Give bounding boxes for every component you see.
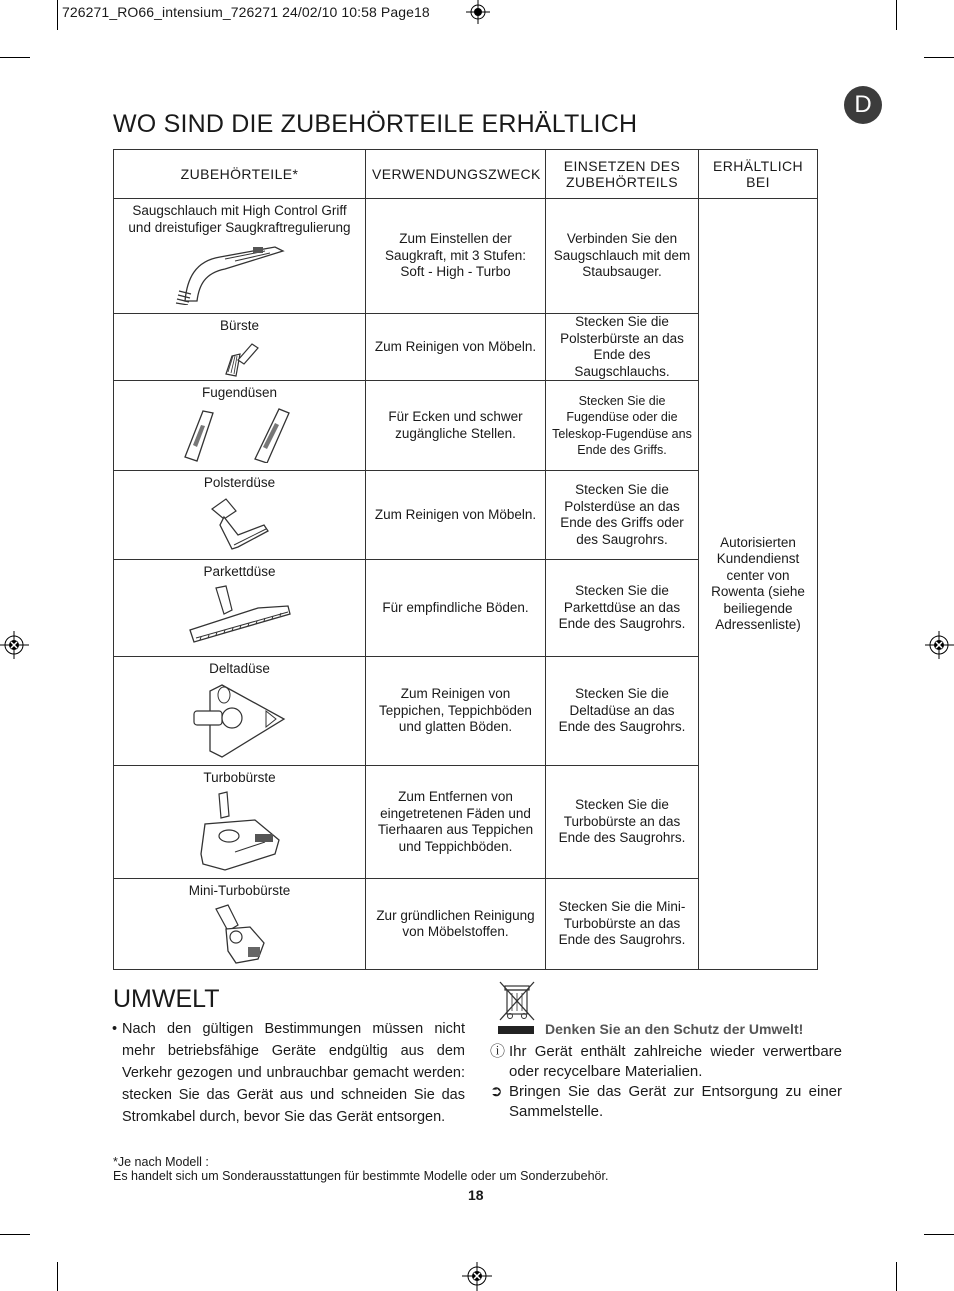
accessory-cell [114, 766, 366, 879]
fitting-cell: Stecken Sie die Mini-Turbobürste an das Ende des Saugrohrs. [546, 879, 699, 970]
eco-line [490, 1082, 842, 1122]
column-header: ERHÄLTLICH BEI [699, 150, 818, 199]
footnote-line: Es handelt sich um Sonderausstattungen für bestimmte Modelle oder um Sonderzubehör. [113, 1169, 609, 1183]
bullet: • [112, 1021, 118, 1037]
usage-cell: Für empfindliche Böden. [366, 560, 546, 657]
eco-heading: Denken Sie an den Schutz der Umwelt! [545, 1021, 804, 1037]
accessory-name: Deltadüse [209, 661, 270, 676]
usage-cell: Zur gründlichen Reinigung von Möbelstoffen. [366, 879, 546, 970]
eco-line-text: Bringen Sie das Gerät zur Entsorgung zu einer Sammelstelle. [509, 1083, 842, 1120]
availability-cell: Autorisierten Kundendienst center von Rowenta (siehe beiliegende Adressenliste) [699, 199, 818, 970]
parquet-nozzle-icon [188, 584, 292, 644]
fitting-cell: Stecken Sie die Polsterbürste an das Ende des Saugschlauchs. [546, 314, 699, 381]
registration-mark-icon [462, 1262, 492, 1291]
accessory-cell [114, 199, 366, 314]
accessory-cell [114, 879, 366, 970]
eco-line [490, 1042, 842, 1082]
registration-mark-icon [924, 630, 954, 660]
usage-cell: Für Ecken und schwer zugängliche Stellen. [366, 381, 546, 471]
usage-cell: Zum Reinigen von Möbeln. [366, 471, 546, 560]
eco-line-text: Ihr Gerät enthält zahlreiche wieder verwertbare oder recycelbare Materialien. [509, 1043, 842, 1080]
fitting-cell: Stecken Sie die Polsterdüse an das Ende des Griffs oder des Saugrohrs. [546, 471, 699, 560]
crop-mark [896, 0, 897, 30]
language-badge: D [844, 86, 882, 124]
crop-mark [924, 57, 954, 58]
hose-icon [165, 239, 315, 305]
accessory-name: Saugschlauch mit High Control Griff und dreistufiger Saugkraftregulierung [128, 203, 351, 235]
registration-mark-icon [466, 0, 490, 24]
column-header: VERWENDUNGSZWECK [366, 150, 546, 199]
accessory-cell [114, 314, 366, 381]
crop-mark [0, 57, 30, 58]
accessories-table [113, 149, 818, 970]
bin-bar [498, 1026, 534, 1034]
disposal-text: Nach den gültigen Bestimmungen müssen nicht mehr betriebsfähige Geräte endgültig aus dem Verkehr gezogen und unbrauchbar gemacht werden: stecken Sie das Gerät aus und schneiden Sie das Stromkabel durch, bevor Sie das Gerät entsorgen. [122, 1021, 465, 1125]
usage-cell: Zum Reinigen von Teppichen, Teppichböden und glatten Böden. [366, 657, 546, 766]
info-icon: ⓘ [490, 1043, 506, 1060]
turbo-brush-icon [195, 790, 285, 874]
print-slug: 726271_RO66_intensium_726271 24/02/10 10:58 Page18 [62, 4, 430, 20]
accessory-name: Turbobürste [203, 770, 276, 785]
crop-mark [896, 1262, 897, 1291]
usage-cell: Zum Reinigen von Möbeln. [366, 314, 546, 381]
upholstery-nozzle-icon [208, 495, 272, 553]
accessory-cell [114, 657, 366, 766]
accessory-name: Polsterdüse [203, 475, 276, 490]
accessory-name: Fugendüsen [201, 385, 278, 400]
page-title: WO SIND DIE ZUBEHÖRTEILE ERHÄLTLICH [113, 110, 638, 138]
mini-turbo-brush-icon [210, 903, 270, 965]
column-header: ZUBEHÖRTEILE* [114, 150, 366, 199]
accessory-cell [114, 560, 366, 657]
arrow-icon: ➲ [490, 1083, 503, 1100]
usage-cell: Zum Einstellen der Saugkraft, mit 3 Stufen: Soft - High - Turbo [366, 199, 546, 314]
accessory-name: Mini-Turbobürste [188, 883, 291, 898]
footnote-line: *Je nach Modell : [113, 1155, 209, 1169]
crop-mark [57, 1262, 58, 1291]
table-header-row [114, 150, 818, 199]
fitting-cell: Stecken Sie die Turbobürste an das Ende des Saugrohrs. [546, 766, 699, 879]
accessory-cell [114, 381, 366, 471]
fitting-cell: Verbinden Sie den Saugschlauch mit dem Staubsauger. [546, 199, 699, 314]
page-number: 18 [468, 1187, 484, 1203]
crop-mark [924, 1234, 954, 1235]
column-header: EINSETZEN DES ZUBEHÖRTEILS [546, 150, 699, 199]
section-title: UMWELT [113, 985, 220, 1013]
crevice-nozzle-icon [175, 405, 305, 463]
accessory-name: Parkettdüse [203, 564, 276, 579]
table-row [114, 199, 818, 314]
brush-icon [218, 338, 262, 378]
accessory-name: Bürste [219, 318, 260, 333]
accessory-cell [114, 471, 366, 560]
fitting-cell: Stecken Sie die Deltadüse an das Ende des Saugrohrs. [546, 657, 699, 766]
fitting-cell: Stecken Sie die Fugendüse oder die Teleskop-Fugendüse ans Ende des Griffs. [546, 381, 699, 471]
delta-nozzle-icon [192, 681, 288, 761]
disposal-paragraph [112, 1018, 465, 1128]
crop-mark [0, 1234, 30, 1235]
usage-cell: Zum Entfernen von eingetretenen Fäden und Tierhaaren aus Teppichen und Teppichböden. [366, 766, 546, 879]
registration-mark-icon [0, 630, 30, 660]
crossed-bin-icon [498, 980, 536, 1027]
crop-mark [57, 0, 58, 30]
fitting-cell: Stecken Sie die Parkettdüse an das Ende des Saugrohrs. [546, 560, 699, 657]
